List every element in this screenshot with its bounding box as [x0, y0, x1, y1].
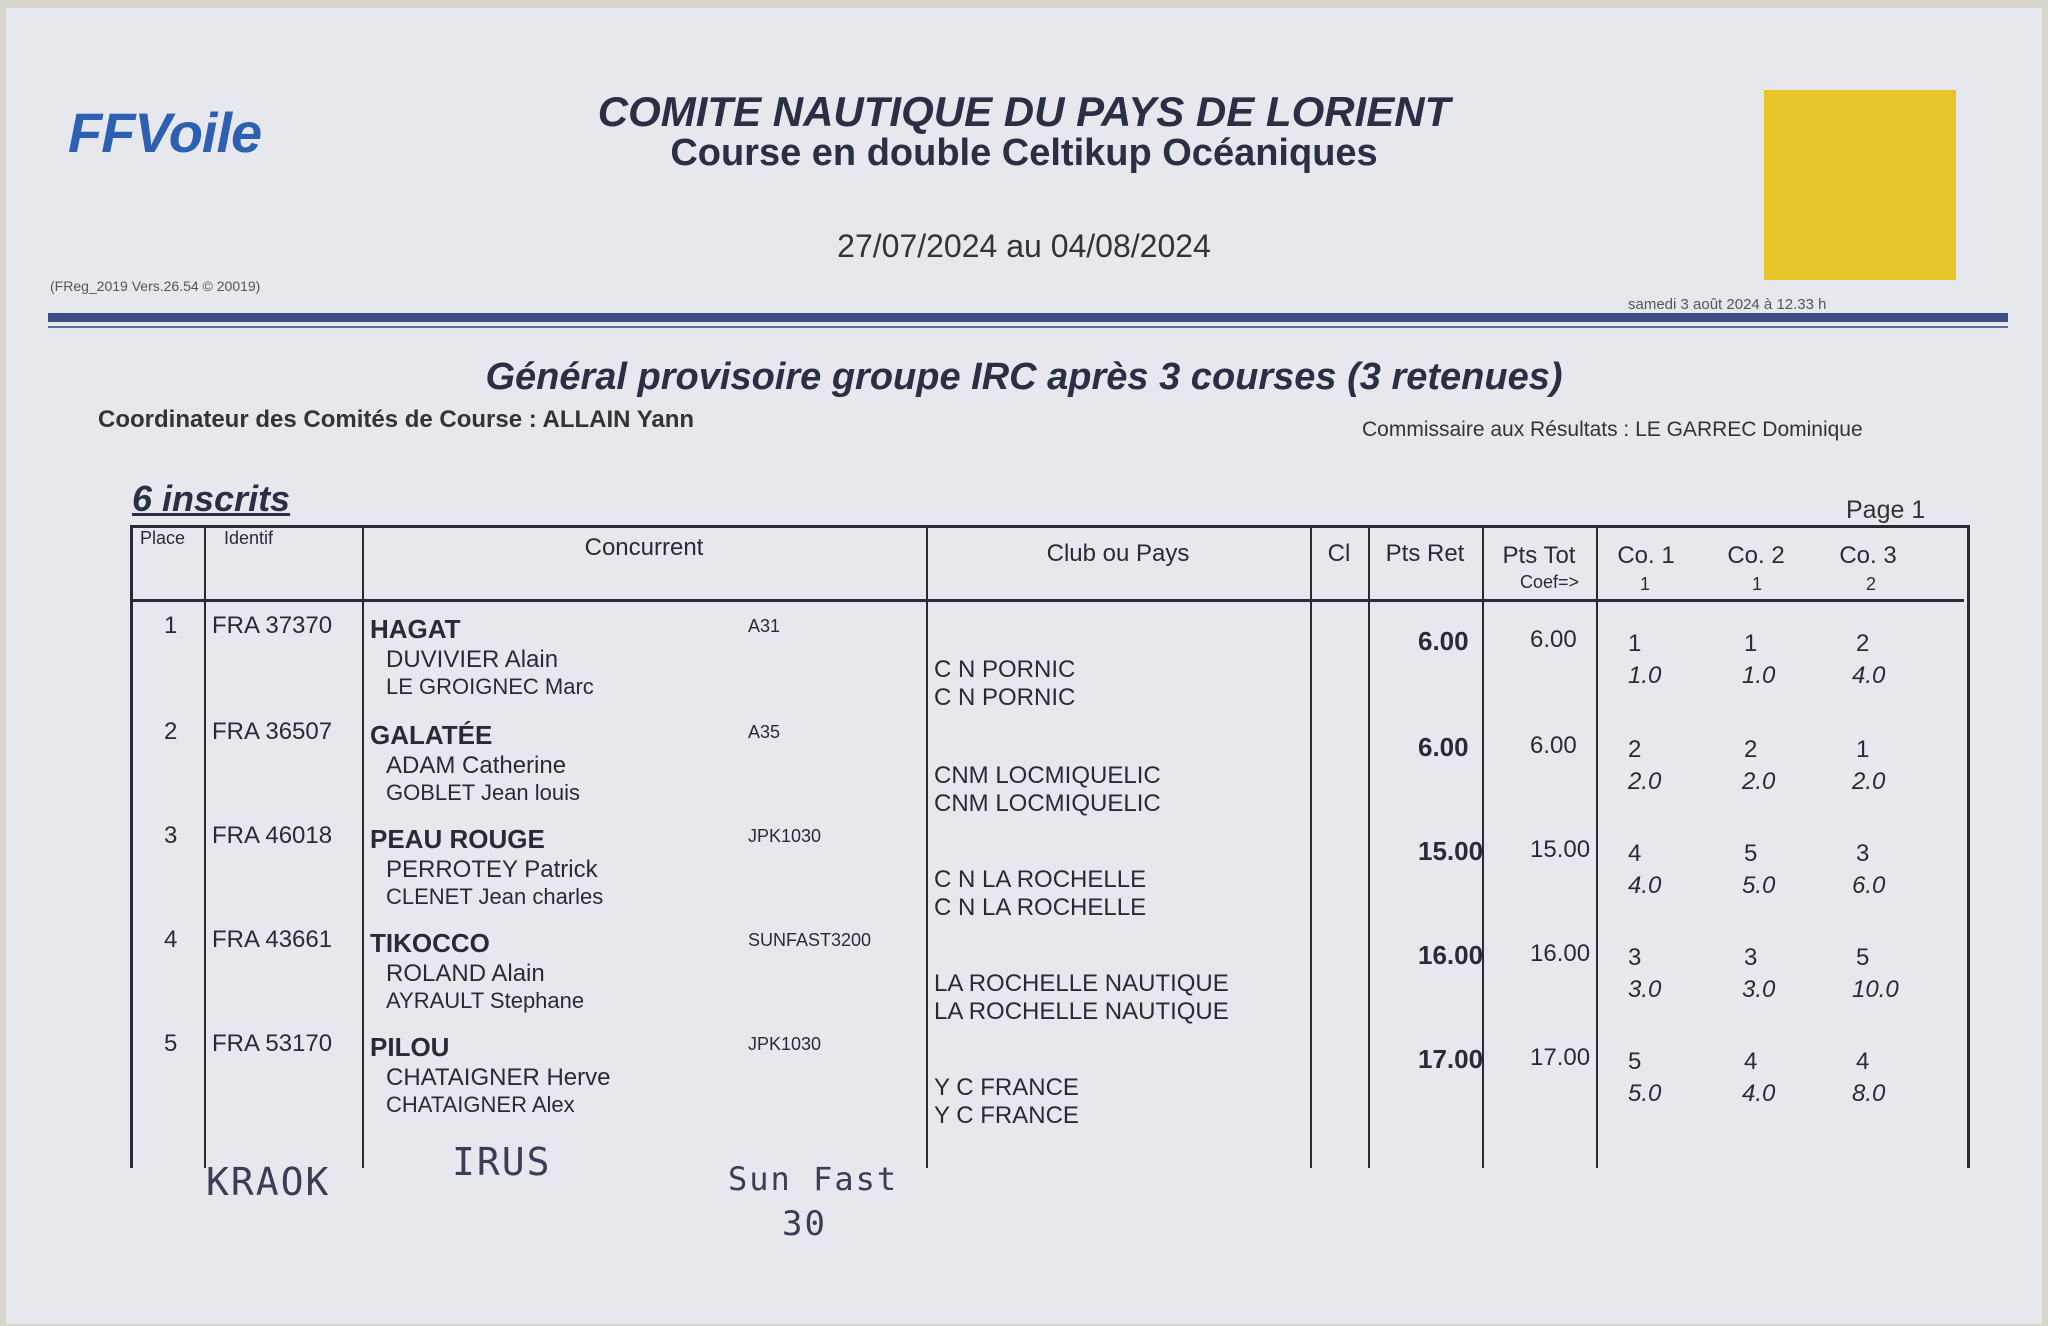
- header-co1: Co. 1: [1617, 542, 1675, 569]
- row-5-identif: FRA 53170: [212, 1030, 333, 1057]
- row-5-c2: 4: [1744, 1048, 1758, 1075]
- header-rule-thin: [48, 326, 2008, 328]
- logo-text: FFVoile: [68, 101, 262, 164]
- row-5-c1: 5: [1628, 1048, 1642, 1075]
- results-sheet: [6, 8, 2042, 1324]
- header-cl: Cl: [1327, 540, 1351, 567]
- header-place: Place: [140, 528, 186, 548]
- course-title: Course en double Celtikup Océaniques: [670, 132, 1378, 174]
- row-2-crew2: GOBLET Jean louis: [386, 780, 581, 805]
- handwritten-sunfast: Sun Fast: [728, 1160, 899, 1198]
- handwritten-irus: IRUS: [452, 1140, 552, 1184]
- row-2-c2: 2: [1744, 736, 1758, 763]
- row-2-c3: 1: [1856, 736, 1870, 763]
- row-5-pts-tot: 17.00: [1530, 1044, 1591, 1071]
- row-3-c3: 3: [1856, 840, 1870, 867]
- handwritten-thirty: 30: [782, 1204, 827, 1244]
- row-1-identif: FRA 37370: [212, 612, 333, 639]
- row-4-club1: LA ROCHELLE NAUTIQUE: [934, 970, 1229, 997]
- row-3-place: 3: [164, 822, 178, 849]
- col-divider: [204, 525, 206, 1168]
- col-divider: [1368, 525, 1370, 1168]
- row-3-boat: PEAU ROUGE: [370, 824, 545, 854]
- row-5-place: 5: [164, 1030, 178, 1057]
- row-4-p2: 3.0: [1742, 976, 1776, 1003]
- print-timestamp: samedi 3 août 2024 à 12.33 h: [1628, 296, 1827, 313]
- software-version: (FReg_2019 Vers.26.54 © 20019): [50, 278, 261, 294]
- row-4-place: 4: [164, 926, 178, 953]
- row-4-crew2: AYRAULT Stephane: [386, 988, 585, 1013]
- row-5-pts-ret: 17.00: [1418, 1044, 1484, 1074]
- row-3-c2: 5: [1744, 840, 1758, 867]
- ranking-subtitle: Général provisoire groupe IRC après 3 courses (3 retenues): [485, 356, 1563, 398]
- row-1-crew2: LE GROIGNEC Marc: [386, 674, 594, 699]
- row-1-pts-ret: 6.00: [1418, 626, 1469, 656]
- row-4-crew1: ROLAND Alain: [386, 960, 545, 987]
- col-divider: [1596, 525, 1598, 1168]
- row-4-c3: 5: [1856, 944, 1870, 971]
- col-divider: [1310, 525, 1312, 1168]
- row-5-c3: 4: [1856, 1048, 1870, 1075]
- row-3-club1: C N LA ROCHELLE: [934, 866, 1147, 893]
- row-3-identif: FRA 46018: [212, 822, 333, 849]
- row-2-pts-ret: 6.00: [1418, 732, 1469, 762]
- row-1-club1: C N PORNIC: [934, 656, 1076, 683]
- row-4-c2: 3: [1744, 944, 1758, 971]
- row-5-boat: PILOU: [370, 1032, 450, 1062]
- row-4-p1: 3.0: [1628, 976, 1662, 1003]
- row-2-boat-type: A35: [748, 722, 781, 742]
- row-5-p3: 8.0: [1852, 1080, 1886, 1107]
- row-1-boat: HAGAT: [370, 614, 461, 644]
- header-pts-ret: Pts Ret: [1385, 540, 1465, 567]
- row-1-c2: 1: [1744, 630, 1758, 657]
- row-2-club1: CNM LOCMIQUELIC: [934, 762, 1161, 789]
- header-concurrent: Concurrent: [584, 534, 704, 561]
- row-3-boat-type: JPK1030: [748, 826, 822, 846]
- row-4-boat: TIKOCCO: [370, 928, 490, 958]
- row-4-club2: LA ROCHELLE NAUTIQUE: [934, 998, 1229, 1025]
- row-3-pts-tot: 15.00: [1530, 836, 1591, 863]
- entries-count: 6 inscrits: [132, 478, 291, 519]
- row-1-c1: 1: [1628, 630, 1642, 657]
- row-4-boat-type: SUNFAST3200: [748, 930, 872, 950]
- row-2-p3: 2.0: [1852, 768, 1886, 795]
- row-2-p2: 2.0: [1742, 768, 1776, 795]
- row-3-crew1: PERROTEY Patrick: [386, 856, 598, 883]
- row-3-p2: 5.0: [1742, 872, 1776, 899]
- row-1-c3: 2: [1856, 630, 1870, 657]
- row-2-place: 2: [164, 718, 178, 745]
- row-5-p1: 5.0: [1628, 1080, 1662, 1107]
- event-dates: 27/07/2024 au 04/08/2024: [837, 228, 1211, 264]
- coordinator-line: Coordinateur des Comités de Course : ALLAIN Yann: [98, 406, 695, 433]
- row-2-p1: 2.0: [1628, 768, 1662, 795]
- organization-title: COMITE NAUTIQUE DU PAYS DE LORIENT: [597, 88, 1451, 135]
- row-1-pts-tot: 6.00: [1530, 626, 1577, 653]
- row-2-pts-tot: 6.00: [1530, 732, 1577, 759]
- row-1-p1: 1.0: [1628, 662, 1662, 689]
- header-co3: Co. 3: [1839, 542, 1897, 569]
- row-3-p3: 6.0: [1852, 872, 1886, 899]
- row-2-identif: FRA 36507: [212, 718, 333, 745]
- header-co2-coef: 1: [1752, 574, 1763, 594]
- page-label: Page 1: [1846, 496, 1926, 524]
- row-2-crew1: ADAM Catherine: [386, 752, 567, 779]
- yellow-flag-block: [1764, 90, 1956, 280]
- row-1-crew1: DUVIVIER Alain: [386, 646, 559, 673]
- row-4-c1: 3: [1628, 944, 1642, 971]
- row-4-pts-tot: 16.00: [1530, 940, 1591, 967]
- row-1-place: 1: [164, 612, 178, 639]
- header-co2: Co. 2: [1727, 542, 1785, 569]
- row-5-p2: 4.0: [1742, 1080, 1776, 1107]
- row-1-boat-type: A31: [748, 616, 781, 636]
- row-1-p2: 1.0: [1742, 662, 1776, 689]
- row-4-p3: 10.0: [1852, 976, 1899, 1003]
- row-5-club1: Y C FRANCE: [934, 1074, 1079, 1101]
- commissioner-line: Commissaire aux Résultats : LE GARREC Dominique: [1362, 418, 1863, 441]
- header-coef: Coef=>: [1520, 572, 1580, 592]
- row-4-identif: FRA 43661: [212, 926, 333, 953]
- row-3-c1: 4: [1628, 840, 1642, 867]
- header-club: Club ou Pays: [1046, 540, 1190, 567]
- row-1-club2: C N PORNIC: [934, 684, 1076, 711]
- handwritten-krakow: KRAOK: [206, 1160, 331, 1204]
- col-divider: [362, 525, 364, 1168]
- row-2-c1: 2: [1628, 736, 1642, 763]
- row-4-pts-ret: 16.00: [1418, 940, 1484, 970]
- row-5-crew2: CHATAIGNER Alex: [386, 1092, 575, 1117]
- row-1-p3: 4.0: [1852, 662, 1886, 689]
- row-3-club2: C N LA ROCHELLE: [934, 894, 1147, 921]
- row-2-club2: CNM LOCMIQUELIC: [934, 790, 1161, 817]
- header-pts-tot: Pts Tot: [1502, 542, 1576, 569]
- header-co3-coef: 2: [1866, 574, 1877, 594]
- header-identif: Identif: [224, 528, 274, 548]
- col-divider: [926, 525, 928, 1168]
- row-3-p1: 4.0: [1628, 872, 1662, 899]
- header-co1-coef: 1: [1640, 574, 1651, 594]
- header-rule: [48, 313, 2008, 322]
- row-5-boat-type: JPK1030: [748, 1034, 822, 1054]
- row-5-crew1: CHATAIGNER Herve: [386, 1064, 611, 1091]
- row-5-club2: Y C FRANCE: [934, 1102, 1079, 1129]
- row-3-crew2: CLENET Jean charles: [386, 884, 604, 909]
- row-2-boat: GALATÉE: [370, 720, 493, 750]
- row-3-pts-ret: 15.00: [1418, 836, 1484, 866]
